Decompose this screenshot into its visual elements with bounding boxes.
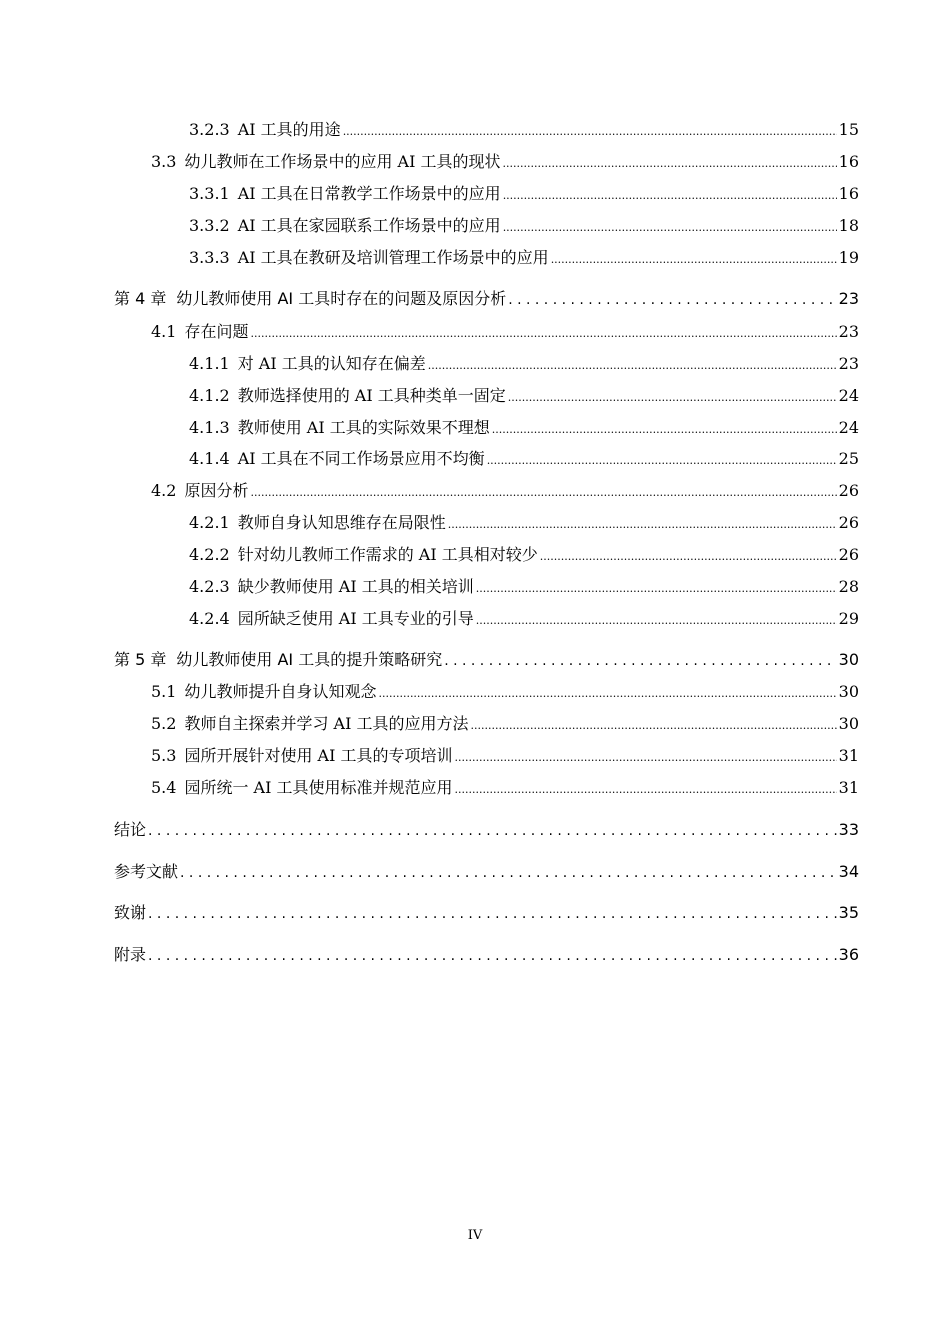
toc-entry-page: 16 [838, 152, 859, 171]
toc-entry-number: 4.2.4 [189, 609, 230, 628]
dot-leader [471, 713, 837, 737]
toc-entry-page: 26 [838, 545, 859, 564]
toc-entry-title: 教师选择使用的 AI 工具种类单一固定 [237, 386, 506, 405]
toc-entry-page: 31 [838, 746, 859, 765]
toc-entry-page: 23 [838, 289, 859, 308]
page-number: IV [467, 1228, 483, 1243]
toc-entry-3-2-3[interactable] [189, 119, 859, 141]
toc-chapter-number: 第 5 章 [114, 650, 167, 669]
dot-leader [508, 288, 836, 311]
toc-entry-page: 24 [838, 418, 859, 437]
dot-leader [378, 681, 836, 705]
dot-leader [503, 215, 837, 239]
toc-entry-title: 结论 [114, 820, 147, 839]
dot-leader [508, 385, 837, 409]
toc-entry-title: 参考文献 [114, 862, 179, 881]
toc-entry-title: 园所缺乏使用 AI 工具专业的引导 [237, 609, 474, 628]
toc-entry-page: 26 [838, 481, 859, 500]
dot-leader [455, 777, 837, 801]
toc-entry-number: 4.1 [151, 322, 177, 341]
toc-entry-page: 15 [838, 120, 859, 139]
toc-entry-page: 30 [838, 650, 859, 669]
toc-entry-page: 29 [838, 609, 859, 628]
toc-entry-title: 幼儿教师使用 AI 工具时存在的问题及原因分析 [176, 289, 507, 308]
dot-leader [148, 902, 837, 925]
toc-entry-chapter-5[interactable] [114, 649, 859, 671]
toc-entry-title: AI 工具在日常教学工作场景中的应用 [237, 184, 501, 203]
toc-entry-title: AI 工具在不同工作场景应用不均衡 [237, 449, 485, 468]
toc-entry-5-4[interactable] [151, 777, 859, 799]
toc-entry-title: 缺少教师使用 AI 工具的相关培训 [237, 577, 474, 596]
toc-entry-number: 3.3.3 [189, 248, 230, 267]
dot-leader [250, 480, 836, 504]
toc-entry-4-1-4[interactable] [189, 448, 859, 470]
toc-entry-5-2[interactable] [151, 713, 859, 735]
toc-entry-title: AI 工具在教研及培训管理工作场景中的应用 [237, 248, 549, 267]
toc-entry-title: 幼儿教师提升自身认知观念 [184, 682, 377, 701]
toc-entry-page: 31 [838, 778, 859, 797]
toc-entry-page: 19 [838, 248, 859, 267]
toc-entry-title: 园所统一 AI 工具使用标准并规范应用 [184, 778, 453, 797]
toc-entry-number: 4.1.4 [189, 449, 230, 468]
toc-entry-number: 4.2 [151, 481, 177, 500]
toc-entry-number: 5.4 [151, 778, 177, 797]
toc-entry-chapter-4[interactable] [114, 288, 859, 310]
toc-entry-number: 3.3.2 [189, 216, 230, 235]
dot-leader [503, 183, 837, 207]
toc-entry-page: 34 [838, 862, 859, 881]
toc-entry-appendix[interactable] [114, 944, 859, 966]
toc-entry-page: 23 [838, 322, 859, 341]
toc-entry-page: 16 [838, 184, 859, 203]
toc-entry-title: 对 AI 工具的认知存在偏差 [237, 354, 426, 373]
toc-entry-5-1[interactable] [151, 681, 859, 703]
toc-entry-page: 30 [838, 714, 859, 733]
toc-entry-number: 3.3 [151, 152, 177, 171]
dot-leader [492, 417, 837, 441]
toc-entry-title: 存在问题 [184, 322, 249, 341]
dot-leader [551, 247, 837, 271]
dot-leader [476, 608, 837, 632]
toc-entry-4-2-3[interactable] [189, 576, 859, 598]
toc-entry-4-1-2[interactable] [189, 385, 859, 407]
toc-entry-4-2[interactable] [151, 480, 859, 502]
toc-entry-title: AI 工具的用途 [237, 120, 341, 139]
toc-entry-title: 幼儿教师使用 AI 工具的提升策略研究 [176, 650, 443, 669]
toc-entry-number: 3.2.3 [189, 120, 230, 139]
toc-entry-title: 针对幼儿教师工作需求的 AI 工具相对较少 [237, 545, 538, 564]
dot-leader [250, 321, 836, 345]
toc-entry-title: 致谢 [114, 903, 147, 922]
toc-entry-number: 3.3.1 [189, 184, 230, 203]
dot-leader [148, 819, 837, 842]
toc-entry-number: 5.1 [151, 682, 177, 701]
toc-entry-number: 4.1.1 [189, 354, 230, 373]
dot-leader [148, 944, 837, 967]
toc-entry-title: AI 工具在家园联系工作场景中的应用 [237, 216, 501, 235]
toc-entry-3-3-1[interactable] [189, 183, 859, 205]
toc-entry-number: 4.1.2 [189, 386, 230, 405]
dot-leader [448, 512, 837, 536]
toc-entry-4-1-3[interactable] [189, 417, 859, 439]
toc-entry-title: 幼儿教师在工作场景中的应用 AI 工具的现状 [184, 152, 501, 171]
toc-entry-title: 教师自主探索并学习 AI 工具的应用方法 [184, 714, 469, 733]
toc-entry-page: 30 [838, 682, 859, 701]
toc-entry-number: 4.2.2 [189, 545, 230, 564]
dot-leader [540, 544, 837, 568]
toc-entry-4-1[interactable] [151, 321, 859, 343]
toc-entry-title: 教师使用 AI 工具的实际效果不理想 [237, 418, 490, 437]
toc-entry-page: 25 [838, 449, 859, 468]
dot-leader [455, 745, 837, 769]
toc-entry-3-3-3[interactable] [189, 247, 859, 269]
toc-entry-title: 原因分析 [184, 481, 249, 500]
toc-entry-3-3[interactable] [151, 151, 859, 173]
toc-entry-title: 园所开展针对使用 AI 工具的专项培训 [184, 746, 453, 765]
dot-leader [487, 448, 837, 472]
toc-entry-page: 23 [838, 354, 859, 373]
toc-entry-title: 教师自身认知思维存在局限性 [237, 513, 446, 532]
toc-entry-4-2-2[interactable] [189, 544, 859, 566]
toc-entry-title: 附录 [114, 945, 147, 964]
dot-leader [444, 649, 836, 672]
toc-entry-4-2-4[interactable] [189, 608, 859, 630]
toc-chapter-number: 第 4 章 [114, 289, 167, 308]
toc-entry-page: 28 [838, 577, 859, 596]
dot-leader [428, 353, 837, 377]
toc-entry-references[interactable] [114, 861, 859, 883]
dot-leader [476, 576, 837, 600]
toc-entry-number: 4.2.1 [189, 513, 230, 532]
toc-entry-number: 4.2.3 [189, 577, 230, 596]
dot-leader [503, 151, 837, 175]
dot-leader [343, 119, 837, 143]
toc-entry-4-1-1[interactable] [189, 353, 859, 375]
toc-entry-5-3[interactable] [151, 745, 859, 767]
toc-entry-acknowledgements[interactable] [114, 902, 859, 924]
toc-entry-number: 5.3 [151, 746, 177, 765]
toc-entry-number: 5.2 [151, 714, 177, 733]
toc-entry-number: 4.1.3 [189, 418, 230, 437]
toc-entry-page: 36 [838, 945, 859, 964]
toc-entry-page: 18 [838, 216, 859, 235]
toc-entry-4-2-1[interactable] [189, 512, 859, 534]
toc-entry-page: 33 [838, 820, 859, 839]
toc-entry-page: 26 [838, 513, 859, 532]
toc-entry-page: 24 [838, 386, 859, 405]
toc-entry-conclusion[interactable] [114, 819, 859, 841]
toc-entry-page: 35 [838, 903, 859, 922]
toc-entry-3-3-2[interactable] [189, 215, 859, 237]
dot-leader [180, 861, 837, 884]
